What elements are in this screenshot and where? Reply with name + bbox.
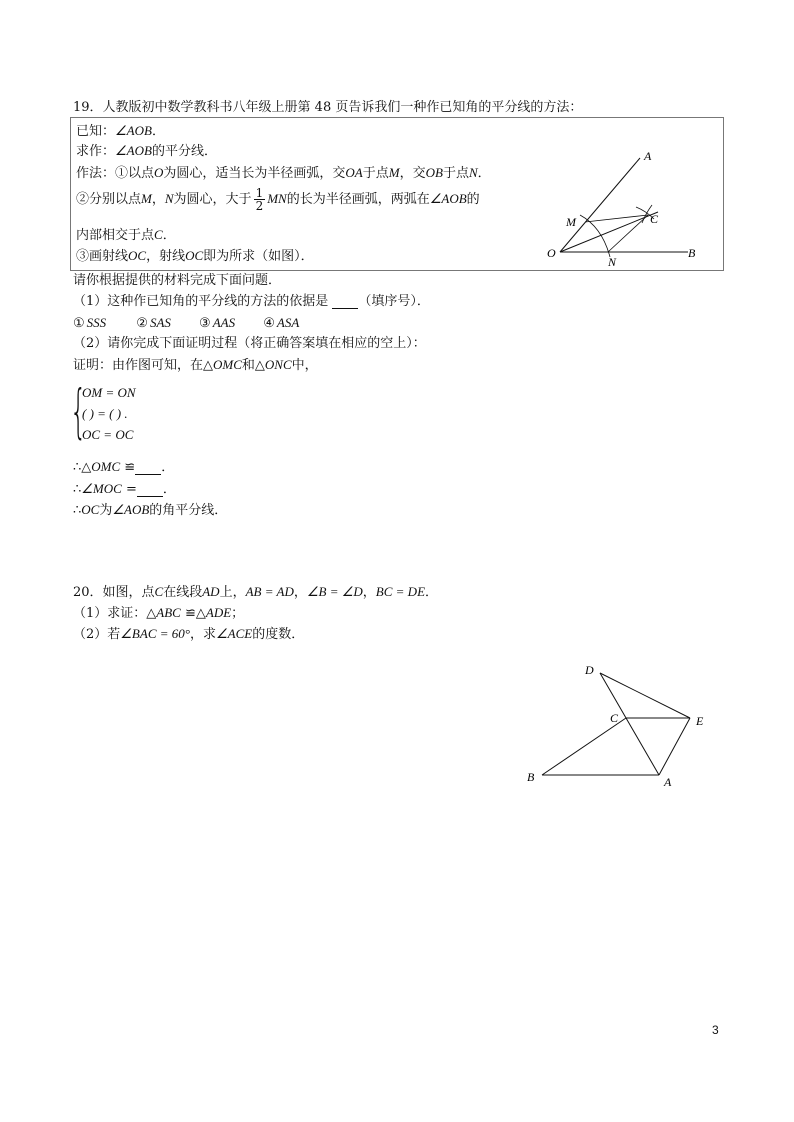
q19-options: ① SSS ② SAS ③ AAS ④ ASA [73,315,300,331]
label-O: O [547,246,556,260]
system-brace: { [70,377,87,445]
q19-title: 19．人教版初中数学教科书八年级上册第 48 页告诉我们一种作已知角的平分线的方法： [73,100,583,115]
system-line-2: ( ) = ( ) . [82,406,128,421]
segment-NC [608,215,648,252]
page-number: 3 [712,1023,719,1037]
arc-MN [580,215,610,257]
system-line-3: OC = OC [82,427,134,442]
label-A: A [644,149,652,163]
label-C: C [650,212,659,226]
q19-conclusion-3: ∴OC为∠AOB的角平分线． [73,502,228,518]
q20-triangle-figure [520,655,720,795]
q19-part1: （1）这种作已知角的平分线的方法的依据是 （填序号）． [73,294,430,309]
segment-EA [659,718,690,775]
q19-step4: ③画射线OC，射线OC即为所求（如图）． [76,248,314,264]
q19-step1: 作法：①以点O为圆心，适当长为半径画弧，交OA于点M，交OB于点N． [76,165,491,181]
q19-step3: 内部相交于点C． [76,227,176,243]
label-M: M [566,215,576,229]
label-E: E [696,714,704,728]
q19-step2: ②分别以点M，N为圆心，大于 $\frac{1}{2}$ MN的长为半径画弧，两弧在∠AOB的 [76,186,480,213]
label-N: N [608,255,617,269]
q19-proof-intro: 证明：由作图可知，在△OMC和△ONC中， [73,357,318,373]
answer-blank[interactable] [332,295,358,309]
ray-OA [560,158,640,252]
q19-given: 已知：∠AOB． [76,123,165,139]
q19-angle-bisector-figure [540,145,720,270]
segment-MC [585,215,648,222]
q20-part2: （2）若∠BAC = 60°，求∠ACE的度数． [73,626,305,642]
label-B: B [688,246,696,260]
q20-statement: 20．如图，点C在线段AD上，AB = AD，∠B = ∠D，BC = DE． [73,584,439,600]
label-C: C [610,711,619,725]
label-A: A [664,775,672,789]
q19-after-box: 请你根据提供的材料完成下面问题． [73,273,282,288]
answer-blank[interactable] [137,483,163,497]
q19-task: 求作：∠AOB的平分线． [76,143,217,159]
answer-blank[interactable] [135,461,161,475]
one-half-fraction: $\frac{1}{2}$ [255,186,264,213]
q20-part1: （1）求证：△ABC ≌△ADE； [73,605,245,621]
q19-part2: （2）请你完成下面证明过程（将正确答案填在相应的空上）： [73,336,426,351]
system-line-1: OM = ON [82,385,136,400]
q19-conclusion-2: ∴∠MOC = ． [73,481,176,497]
label-D: D [585,663,594,677]
q19-conclusion-1: ∴△OMC ≌ ． [73,459,175,475]
segment-BC [542,718,626,775]
label-B: B [527,770,535,784]
